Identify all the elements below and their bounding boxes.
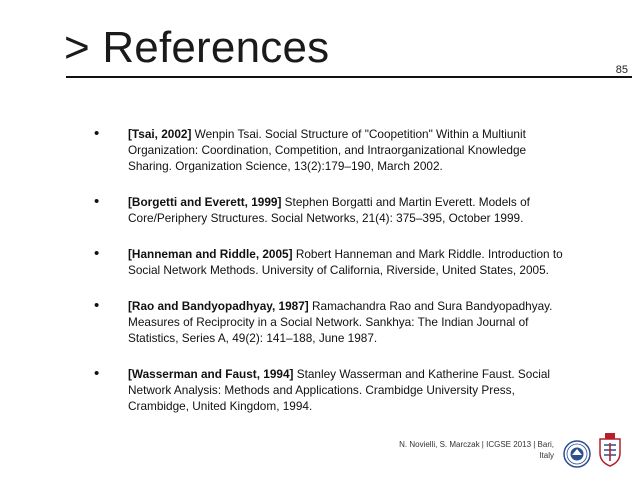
bullet-icon: •: [94, 125, 100, 142]
reference-item: [94, 126, 564, 174]
reference-text: Stanley Wasserman and Katherine Faust. Social Network Analysis: Methods and Applications. Crambidge University Press, Crambidge, United Kingdom, 1994.: [128, 367, 551, 413]
reference-item: [94, 298, 564, 346]
reference-text: Ramachandra Rao and Sura Bandyopadhyay. Measures of Reciprocity in a Social Network. Sankhya: The Indian Journal of Statistics, Series A, 49(2): 141–188, June 1987.: [128, 299, 553, 345]
page-number: 85: [615, 64, 628, 76]
reference-text: Wenpin Tsai. Social Structure of "Coopetition" Within a Multiunit Organization: Coordination, Competition, and Intraorganizational Knowledge Sharing. Organization Science, 13(2):179–190, March 2002.: [128, 127, 527, 173]
reference-key: [Hanneman and Riddle, 2005]: [128, 247, 293, 261]
reference-item: [94, 246, 564, 278]
university-crest-icon: [596, 431, 624, 467]
bullet-icon: •: [94, 297, 100, 314]
reference-item: [94, 366, 564, 414]
footer-line: Italy: [539, 451, 554, 460]
reference-key: [Wasserman and Faust, 1994]: [128, 367, 294, 381]
reference-text: Stephen Borgatti and Martin Everett. Models of Core/Periphery Structures. Social Networks, 21(4): 375–395, October 1999.: [128, 195, 530, 225]
reference-key: [Tsai, 2002]: [128, 127, 192, 141]
reference-key: [Borgetti and Everett, 1999]: [128, 195, 282, 209]
bullet-icon: •: [94, 245, 100, 262]
slide-title: > References: [64, 23, 330, 72]
university-seal-icon: [563, 440, 591, 468]
title-divider: [66, 76, 632, 78]
bullet-icon: •: [94, 365, 100, 382]
reference-key: [Rao and Bandyopadhyay, 1987]: [128, 299, 309, 313]
reference-text: Robert Hanneman and Mark Riddle. Introduction to Social Network Methods. University of California, Riverside, United States, 2005.: [128, 247, 563, 277]
reference-list: [94, 126, 564, 434]
footer-credit: [374, 439, 554, 461]
bullet-icon: •: [94, 193, 100, 210]
footer-line: N. Novielli, S. Marczak | ICGSE 2013 | Bari,: [399, 440, 554, 449]
reference-item: [94, 194, 564, 226]
